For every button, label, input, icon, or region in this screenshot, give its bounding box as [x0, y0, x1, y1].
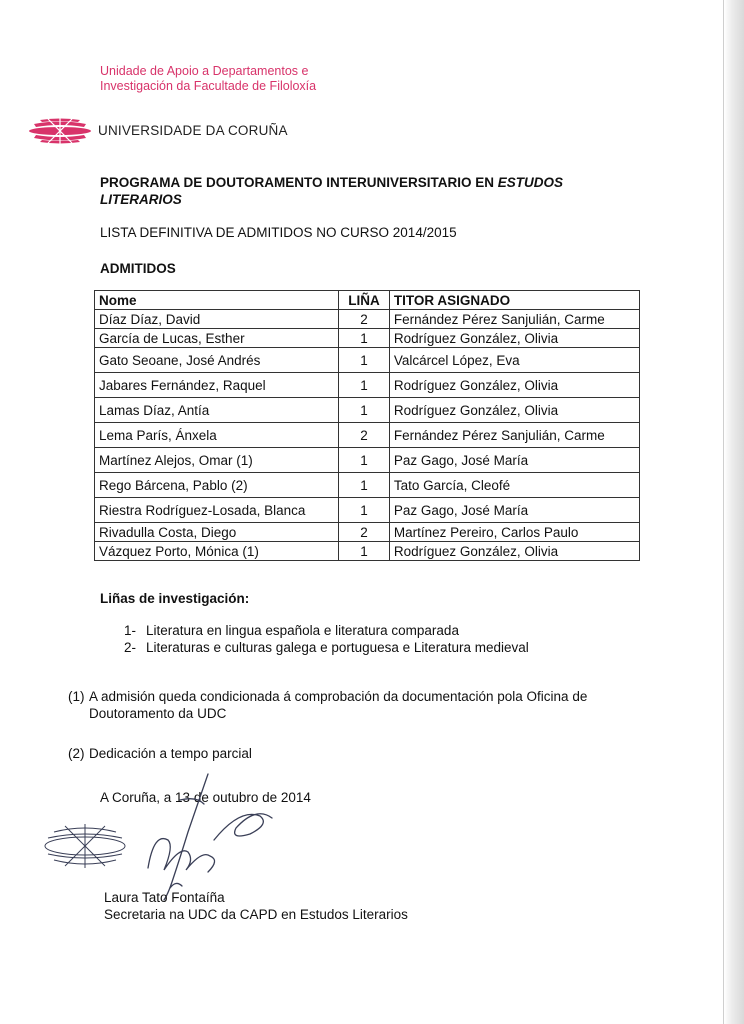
footnote-mark: (2): [68, 746, 85, 761]
cell-name: García de Lucas, Esther: [95, 329, 339, 348]
program-title-plain: PROGRAMA DE DOUTORAMENTO INTERUNIVERSITARIO EN: [100, 175, 498, 190]
signer-block: [104, 889, 408, 923]
list-item: [124, 639, 529, 656]
footnote: [68, 745, 628, 762]
table-row: [95, 498, 640, 523]
table-row: [95, 348, 640, 373]
cell-tutor: Rodríguez González, Olivia: [389, 329, 639, 348]
cell-tutor: Rodríguez González, Olivia: [389, 373, 639, 398]
cell-name: Jabares Fernández, Raquel: [95, 373, 339, 398]
cell-line: 1: [339, 473, 390, 498]
udc-star-logo-icon: [28, 118, 92, 144]
university-name: UNIVERSIDADE DA CORUÑA: [98, 123, 288, 138]
cell-name: Martínez Alejos, Omar (1): [95, 448, 339, 473]
cell-name: Lamas Díaz, Antía: [95, 398, 339, 423]
cell-name: Riestra Rodríguez-Losada, Blanca: [95, 498, 339, 523]
list-item-number: 2-: [124, 640, 137, 655]
footnote: [68, 688, 628, 722]
cell-tutor: Paz Gago, José María: [389, 498, 639, 523]
cell-line: 2: [339, 523, 390, 542]
header-titor: TITOR ASIGNADO: [389, 291, 639, 310]
footnotes: [68, 688, 628, 762]
list-item-text: Literatura en lingua española e literatura comparada: [146, 623, 459, 638]
table-row: [95, 542, 640, 561]
table-row: [95, 398, 640, 423]
cell-name: Rego Bárcena, Pablo (2): [95, 473, 339, 498]
cell-tutor: Martínez Pereiro, Carlos Paulo: [389, 523, 639, 542]
unit-line-2: Investigación da Facultade de Filoloxía: [100, 79, 317, 93]
cell-tutor: Tato García, Cleofé: [389, 473, 639, 498]
header-nome: Nome: [95, 291, 339, 310]
unit-header: [100, 64, 316, 94]
place-date: A Coruña, a 13 de outubro de 2014: [100, 790, 311, 805]
signer-role: Secretaria na UDC da CAPD en Estudos Literarios: [104, 907, 408, 922]
cell-tutor: Rodríguez González, Olivia: [389, 398, 639, 423]
cell-line: 1: [339, 348, 390, 373]
unit-line-1: Unidade de Apoio a Departamentos e: [100, 64, 309, 78]
cell-line: 1: [339, 498, 390, 523]
cell-name: Gato Seoane, José Andrés: [95, 348, 339, 373]
page-edge-shadow: [724, 0, 744, 1024]
cell-line: 1: [339, 373, 390, 398]
footnote-text: Dedicación a tempo parcial: [89, 746, 252, 761]
cell-tutor: Fernández Pérez Sanjulián, Carme: [389, 423, 639, 448]
program-title-italic: ESTUDOS LITERARIOS: [100, 175, 564, 207]
cell-tutor: Fernández Pérez Sanjulián, Carme: [389, 310, 639, 329]
cell-name: Rivadulla Costa, Diego: [95, 523, 339, 542]
cell-name: Díaz Díaz, David: [95, 310, 339, 329]
research-lines-title: Liñas de investigación:: [100, 591, 250, 606]
cell-line: 2: [339, 310, 390, 329]
cell-line: 1: [339, 542, 390, 561]
cell-name: Vázquez Porto, Mónica (1): [95, 542, 339, 561]
research-lines-list: [124, 622, 529, 656]
cell-line: 1: [339, 398, 390, 423]
program-title: [100, 174, 640, 208]
table-row: [95, 373, 640, 398]
cell-name: Lema París, Ánxela: [95, 423, 339, 448]
cell-line: 1: [339, 448, 390, 473]
list-item: [124, 622, 529, 639]
cell-tutor: Valcárcel López, Eva: [389, 348, 639, 373]
cell-tutor: Paz Gago, José María: [389, 448, 639, 473]
header-lina: LIÑA: [339, 291, 390, 310]
footnote-text: A admisión queda condicionada á comprobación da documentación pola Oficina de Doutoramento da UDC: [89, 689, 588, 721]
cell-line: 2: [339, 423, 390, 448]
signer-name: Laura Tato Fontaíña: [104, 890, 225, 905]
list-item-text: Literaturas e culturas galega e portuguesa e Literatura medieval: [146, 640, 529, 655]
table-row: [95, 473, 640, 498]
footnote-mark: (1): [68, 689, 85, 704]
table-header-row: [95, 291, 640, 310]
section-heading: ADMITIDOS: [100, 261, 176, 276]
table-row: [95, 523, 640, 542]
admitted-table: [94, 290, 640, 561]
cell-line: 1: [339, 329, 390, 348]
list-title: LISTA DEFINITIVA DE ADMITIDOS NO CURSO 2014/2015: [100, 225, 457, 240]
table-row: [95, 423, 640, 448]
table-row: [95, 310, 640, 329]
table-row: [95, 448, 640, 473]
table-row: [95, 329, 640, 348]
cell-tutor: Rodríguez González, Olivia: [389, 542, 639, 561]
handwritten-signature: [110, 770, 280, 905]
list-item-number: 1-: [124, 623, 137, 638]
